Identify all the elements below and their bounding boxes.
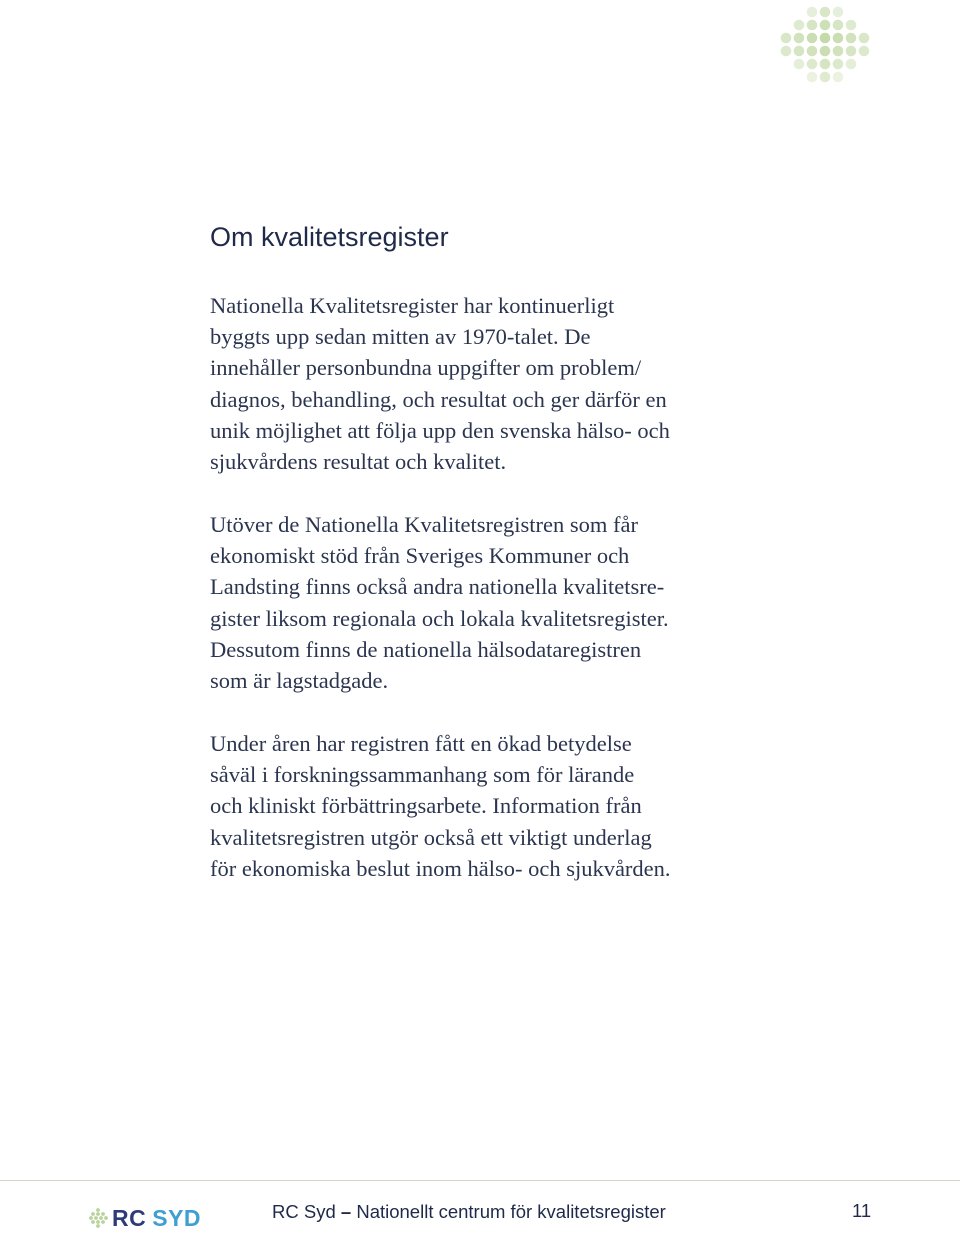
dot	[846, 46, 857, 57]
text-line: innehåller personbundna uppgifter om problem/	[210, 355, 642, 381]
dot	[794, 59, 805, 70]
paragraph-2	[210, 509, 770, 696]
dot	[820, 59, 831, 70]
dot	[833, 33, 844, 44]
logo-dot	[96, 1224, 100, 1228]
text-line: diagnos, behandling, och resultat och ger därför en	[210, 386, 667, 412]
text-line: som är lagstadgade.	[210, 668, 389, 694]
logo-dot	[99, 1216, 103, 1220]
dot	[807, 7, 818, 18]
text-line: Nationella Kvalitetsregister har kontinuerligt	[210, 293, 615, 318]
text-line: kvalitetsregistren utgör också ett viktigt underlag	[210, 824, 652, 850]
text-line: för ekonomiska beslut inom hälso- och sjukvården.	[210, 855, 671, 881]
text-line: ekonomiskt stöd från Sveriges Kommuner och	[210, 543, 630, 569]
dot	[846, 33, 857, 44]
dot	[833, 7, 844, 18]
footer-divider	[0, 1180, 960, 1181]
logo-dot	[89, 1216, 93, 1220]
footer-separator: –	[340, 1201, 352, 1222]
footer-org-name: RC Syd	[272, 1201, 336, 1222]
dot	[794, 33, 805, 44]
logo-dot	[91, 1220, 95, 1224]
logo-dot	[104, 1216, 108, 1220]
dot-grid-icon	[770, 0, 880, 90]
logo-dot	[94, 1216, 98, 1220]
dot	[820, 20, 831, 31]
text-line: Under åren har registren fått en ökad betydelse	[210, 731, 632, 756]
rc-syd-logo-icon	[88, 1207, 108, 1229]
footer-caption	[272, 1201, 666, 1223]
dot	[820, 72, 831, 83]
footer-subtitle: Nationellt centrum för kvalitetsregister	[356, 1201, 666, 1222]
text-line: Utöver de Nationella Kvalitetsregistren som får	[210, 512, 638, 537]
dot	[833, 46, 844, 57]
dot	[807, 59, 818, 70]
dot	[807, 33, 818, 44]
logo-dot	[101, 1212, 105, 1216]
text-line: gister liksom regionala och lokala kvalitetsregister.	[210, 605, 669, 631]
text-line: unik möjlighet att följa upp den svenska hälso- och	[210, 417, 670, 443]
dot	[820, 46, 831, 57]
text-line: byggts upp sedan mitten av 1970-talet. De	[210, 324, 591, 350]
dot	[781, 46, 792, 57]
text-line: Dessutom finns de nationella hälsodataregistren	[210, 636, 642, 662]
dot	[807, 46, 818, 57]
page-title: Om kvalitetsregister	[210, 222, 449, 252]
dot	[794, 20, 805, 31]
footer-logo	[88, 1203, 201, 1233]
page-number: 11	[852, 1200, 872, 1221]
logo-dot	[101, 1220, 105, 1224]
logo-dot	[96, 1220, 100, 1224]
dot	[781, 33, 792, 44]
paragraph-1	[210, 290, 770, 477]
text-line: och kliniskt förbättringsarbete. Information från	[210, 793, 642, 819]
dot	[807, 20, 818, 31]
text-line: sjukvårdens resultat och kvalitet.	[210, 449, 507, 475]
dot	[833, 20, 844, 31]
dot	[820, 33, 831, 44]
dot	[833, 59, 844, 70]
dot	[807, 72, 818, 83]
dot	[794, 46, 805, 57]
paragraph-3	[210, 728, 770, 884]
dot	[859, 46, 870, 57]
logo-dot	[91, 1212, 95, 1216]
logo-rc-text: RC	[112, 1204, 147, 1231]
dot	[846, 20, 857, 31]
logo-dot	[96, 1212, 100, 1216]
dot	[846, 59, 857, 70]
logo-dot	[96, 1208, 100, 1212]
logo-syd-text: SYD	[152, 1204, 202, 1231]
dot	[820, 7, 831, 18]
dot	[859, 33, 870, 44]
dot	[833, 72, 844, 83]
text-line: såväl i forskningssammanhang som för lärande	[210, 762, 635, 788]
text-line: Landsting finns också andra nationella kvalitetsre-	[210, 574, 665, 600]
